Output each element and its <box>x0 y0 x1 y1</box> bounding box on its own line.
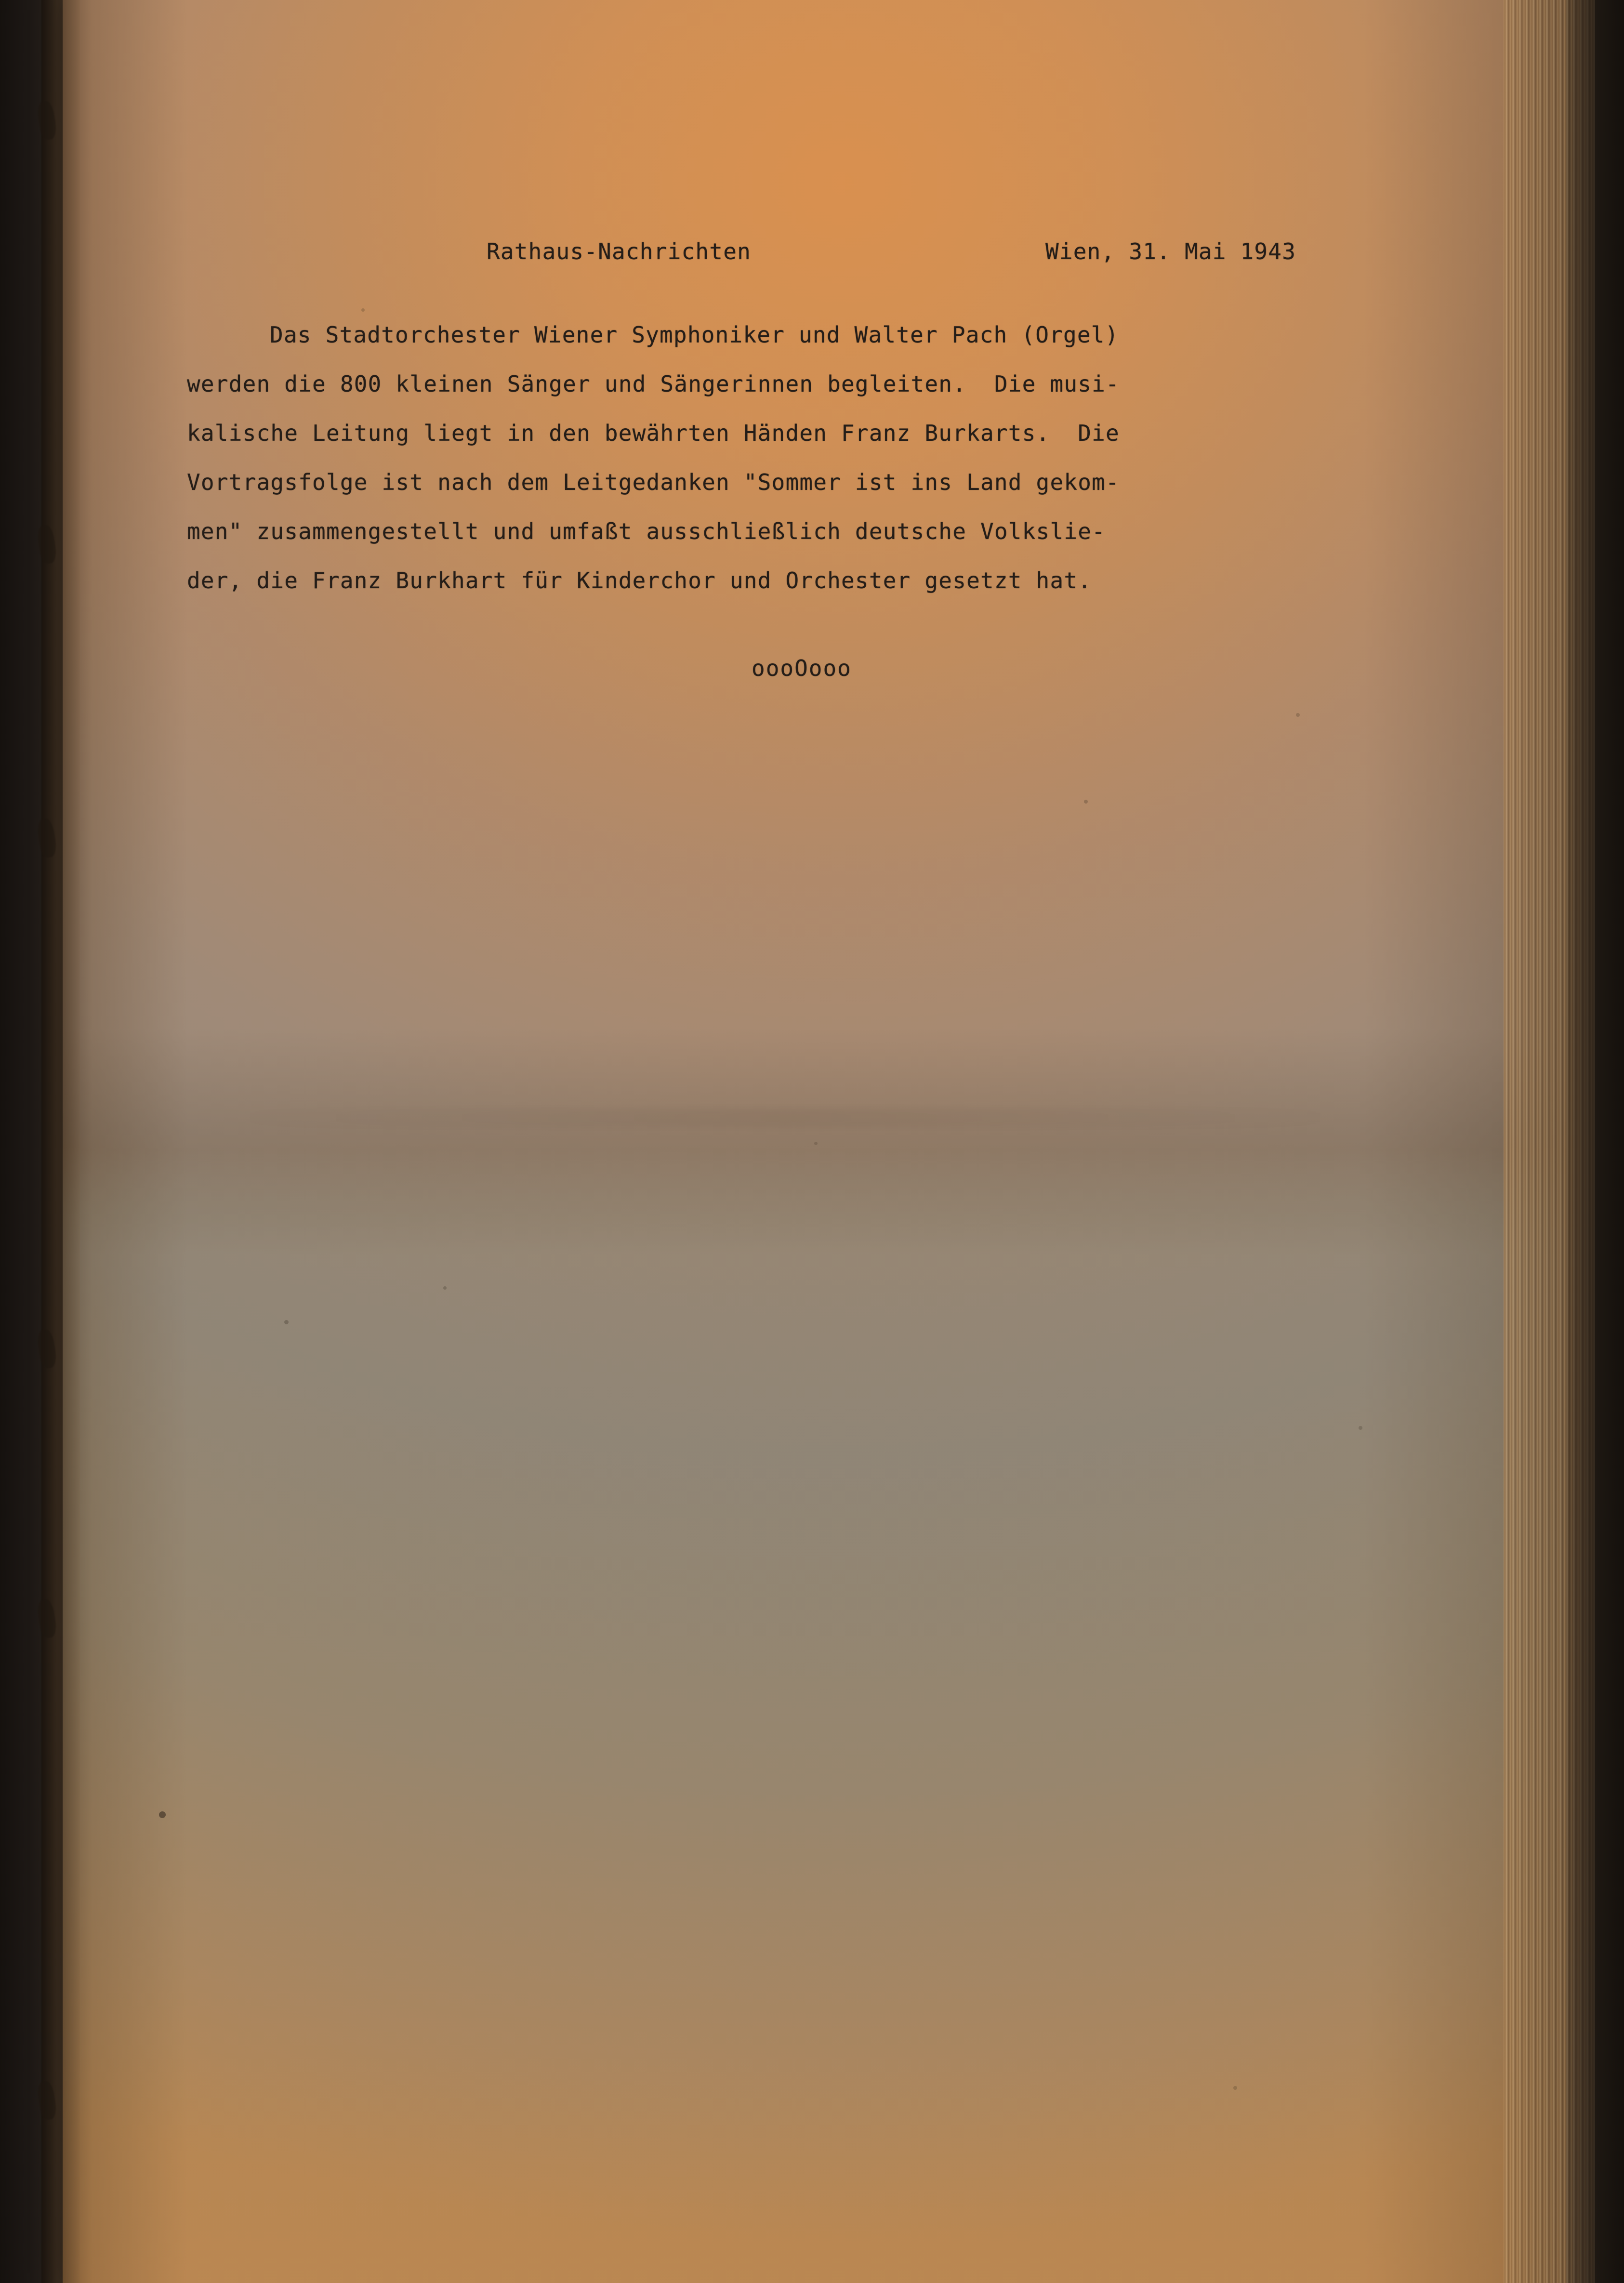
typed-text-block <box>63 0 1566 2283</box>
header-title: Rathaus-Nachrichten <box>487 238 751 264</box>
body-line: der, die Franz Burkhart für Kinderchor und Orchester gesetzt hat. <box>187 567 1092 594</box>
body-line: kalische Leitung liegt in den bewährten Händen Franz Burkarts. Die <box>187 420 1120 446</box>
book-spine-shadow <box>41 0 80 2283</box>
body-line: Das Stadtorchester Wiener Symphoniker und Walter Pach (Orgel) <box>270 322 1119 348</box>
right-gutter-shadow <box>1566 0 1624 2283</box>
body-line: Vortragsfolge ist nach dem Leitgedanken "Sommer ist ins Land gekom- <box>187 469 1120 495</box>
section-ornament: oooOooo <box>752 655 852 681</box>
body-line: werden die 800 kleinen Sänger und Sängerinnen begleiten. Die musi- <box>187 371 1120 397</box>
header-dateline: Wien, 31. Mai 1943 <box>1045 238 1296 264</box>
body-line: men" zusammengestellt und umfaßt ausschließlich deutsche Volkslie- <box>187 518 1106 544</box>
document-page <box>63 0 1566 2283</box>
